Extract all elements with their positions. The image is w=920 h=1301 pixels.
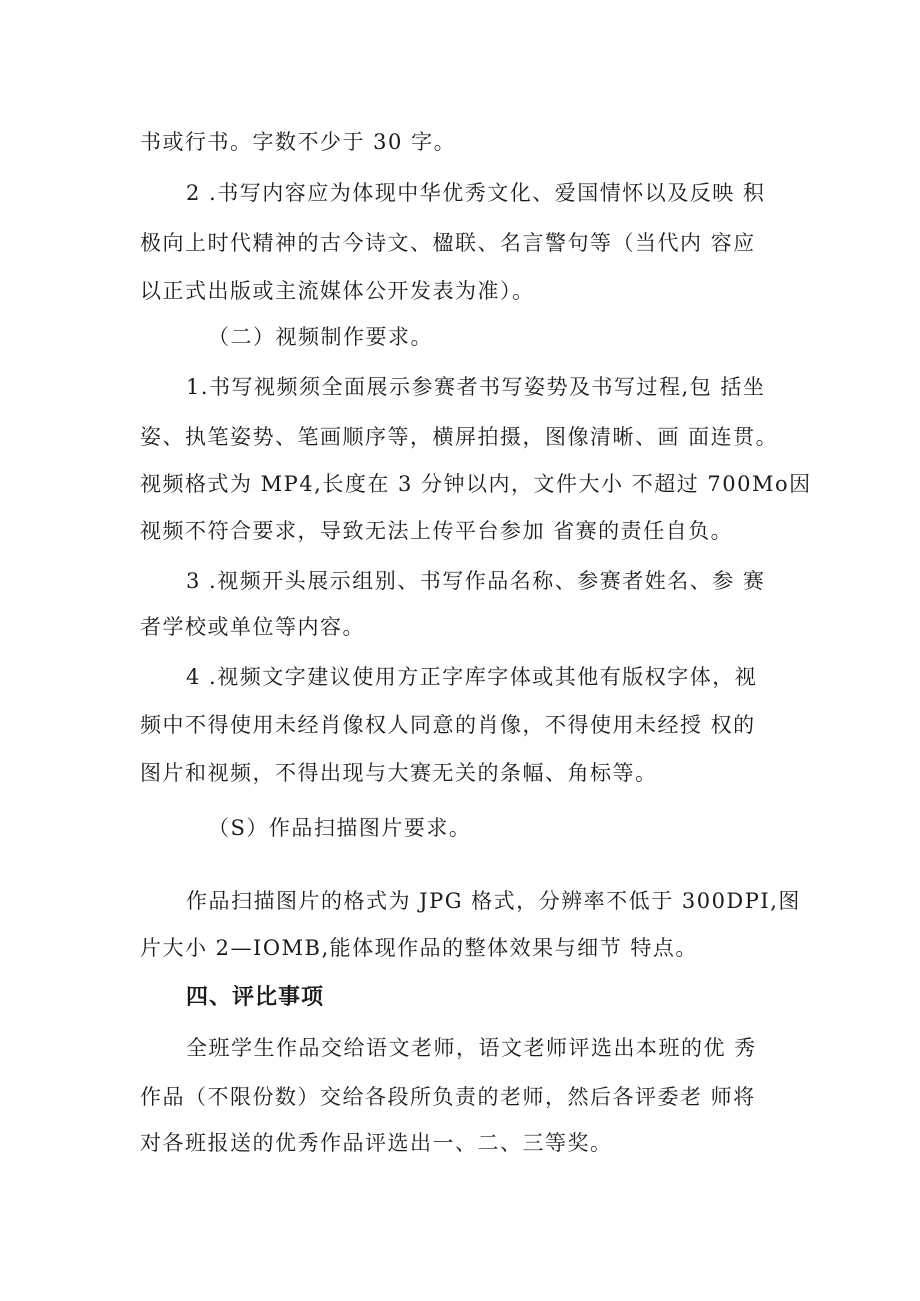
paragraph-line: 姿、执笔姿势、笔画顺序等，横屏拍摄，图像清晰、画 面连贯。	[140, 425, 779, 449]
section-subheading: （S）作品扫描图片要求。	[208, 816, 472, 840]
paragraph-line: 作品扫描图片的格式为 JPG 格式，分辨率不低于 300DPI,图	[186, 889, 801, 913]
paragraph-line: 对各班报送的优秀作品评选出一、二、三等奖。	[140, 1131, 613, 1155]
paragraph-line: 频中不得使用未经肖像权人同意的肖像，不得使用未经授 权的	[140, 713, 756, 737]
paragraph-line: 以正式出版或主流媒体公开发表为准）。	[140, 279, 535, 303]
paragraph-line: 1.书写视频须全面展示参赛者书写姿势及书写过程,包 括坐	[186, 375, 766, 399]
paragraph-line: 书或行书。字数不少于 30 字。	[140, 130, 457, 154]
section-heading: 四、评比事项	[186, 985, 325, 1010]
paragraph-line: 片大小 2—IOMB,能体现作品的整体效果与细节 特点。	[140, 936, 698, 960]
paragraph-line: 2 .书写内容应为体现中华优秀文化、爱国情怀以及反映 积	[186, 181, 766, 205]
paragraph-line: 极向上时代精神的古今诗文、楹联、名言警句等（当代内 容应	[140, 231, 756, 255]
paragraph-line: 者学校或单位等内容。	[140, 615, 365, 639]
paragraph-line: 视频不符合要求，导致无法上传平台参加 省赛的责任自负。	[140, 519, 734, 543]
paragraph-line: 3 .视频开头展示组别、书写作品名称、参赛者姓名、参 赛	[186, 569, 766, 593]
paragraph-line: 4 .视频文字建议使用方正字库字体或其他有版权字体，视	[186, 665, 758, 689]
paragraph-line: 作品（不限份数）交给各段所负责的老师，然后各评委老 师将	[140, 1085, 756, 1109]
paragraph-line: 视频格式为 MP4,长度在 3 分钟以内，文件大小 不超过 700Mo因	[140, 472, 812, 496]
paragraph-line: 全班学生作品交给语文老师，语文老师评选出本班的优 秀	[186, 1036, 757, 1060]
paragraph-line: 图片和视频，不得出现与大赛无关的条幅、角标等。	[140, 761, 658, 785]
section-subheading: （二）视频制作要求。	[208, 325, 433, 349]
